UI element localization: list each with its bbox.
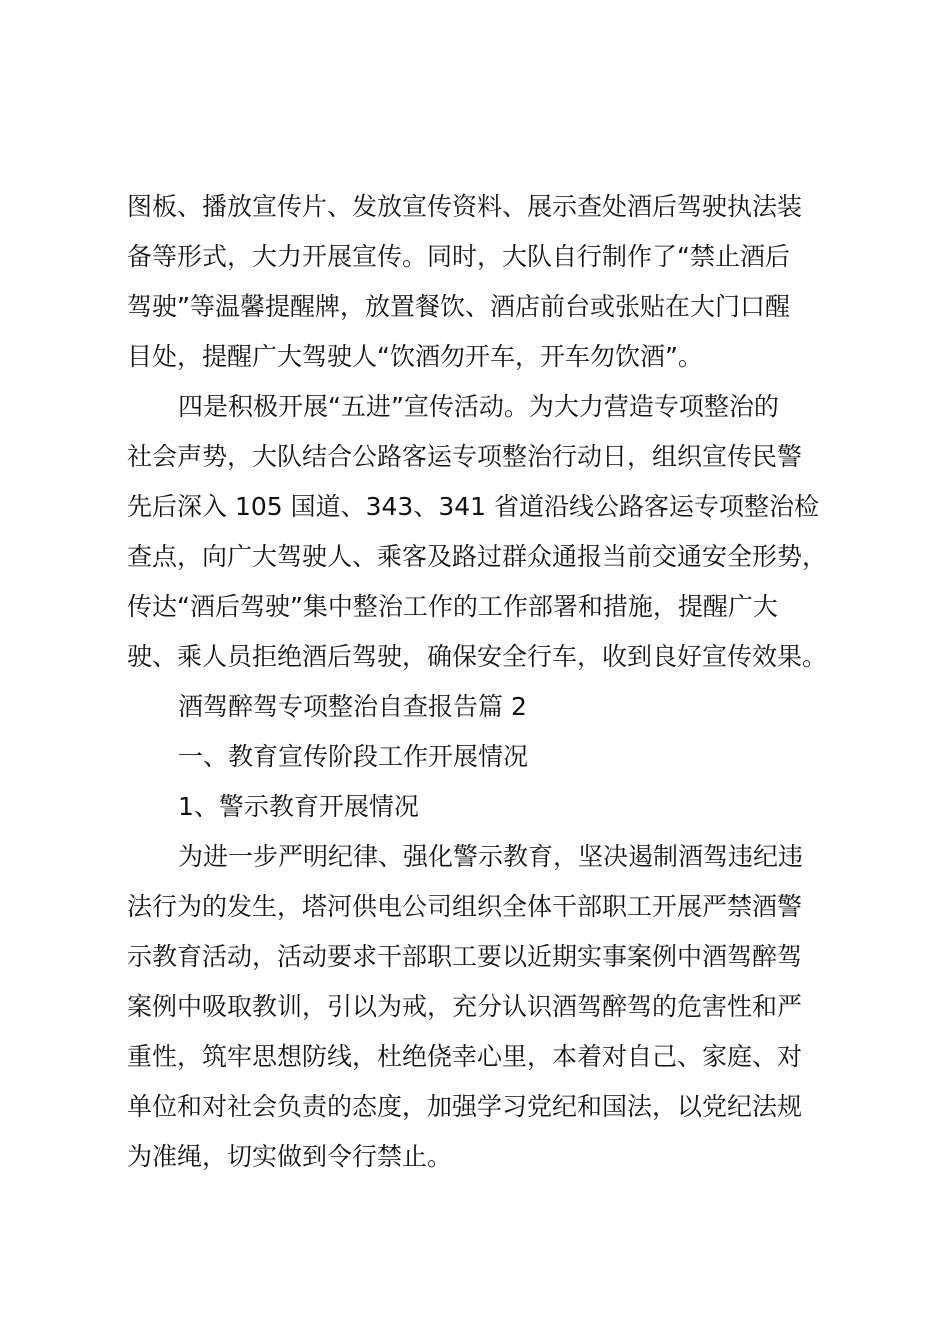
text-line: 驶、乘人员拒绝酒后驾驶，确保安全行车，收到良好宣传效果。 xyxy=(127,642,828,671)
text-line: 先后深入 105 国道、343、341 省道沿线公路客运专项整治检 xyxy=(127,492,819,521)
text-line: 传达“酒后驾驶”集中整治工作的工作部署和措施，提醒广大 xyxy=(127,592,778,621)
text-line: 社会声势，大队结合公路客运专项整治行动日，组织宣传民警 xyxy=(127,442,803,471)
text-line: 为准绳，切实做到令行禁止。 xyxy=(127,1142,453,1171)
text-line: 查点，向广大驾驶人、乘客及路过群众通报当前交通安全形势， xyxy=(127,542,828,571)
paragraph-start-line: 四是积极开展“五进”宣传活动。为大力营造专项整治的 xyxy=(178,392,779,421)
document-body xyxy=(127,182,839,1182)
text-line: 备等形式，大力开展宣传。同时，大队自行制作了“禁止酒后 xyxy=(127,242,790,271)
text-line: 示教育活动，活动要求干部职工要以近期实事案例中酒驾醉驾 xyxy=(127,942,803,971)
paragraph-start-line: 为进一步严明纪律、强化警示教育，坚决遏制酒驾违纪违 xyxy=(178,842,804,871)
text-line: 重性，筑牢思想防线，杜绝侥幸心里，本着对自己、家庭、对 xyxy=(127,1042,803,1071)
text-line: 法行为的发生，塔河供电公司组织全体干部职工开展严禁酒警 xyxy=(127,892,803,921)
subsection-heading: 1、警示教育开展情况 xyxy=(178,792,419,821)
text-line: 图板、播放宣传片、发放宣传资料、展示查处酒后驾驶执法装 xyxy=(127,192,803,221)
text-line: 目处，提醒广大驾驶人“饮酒勿开车，开车勿饮酒”。 xyxy=(127,342,703,371)
text-line: 单位和对社会负责的态度，加强学习党纪和国法，以党纪法规 xyxy=(127,1092,803,1121)
text-line: 驾驶”等温馨提醒牌，放置餐饮、酒店前台或张贴在大门口醒 xyxy=(127,292,790,321)
section-heading: 一、教育宣传阶段工作开展情况 xyxy=(178,742,529,771)
text-line: 案例中吸取教训，引以为戒，充分认识酒驾醉驾的危害性和严 xyxy=(127,992,803,1021)
section-title: 酒驾醉驾专项整治自查报告篇 2 xyxy=(178,692,527,721)
